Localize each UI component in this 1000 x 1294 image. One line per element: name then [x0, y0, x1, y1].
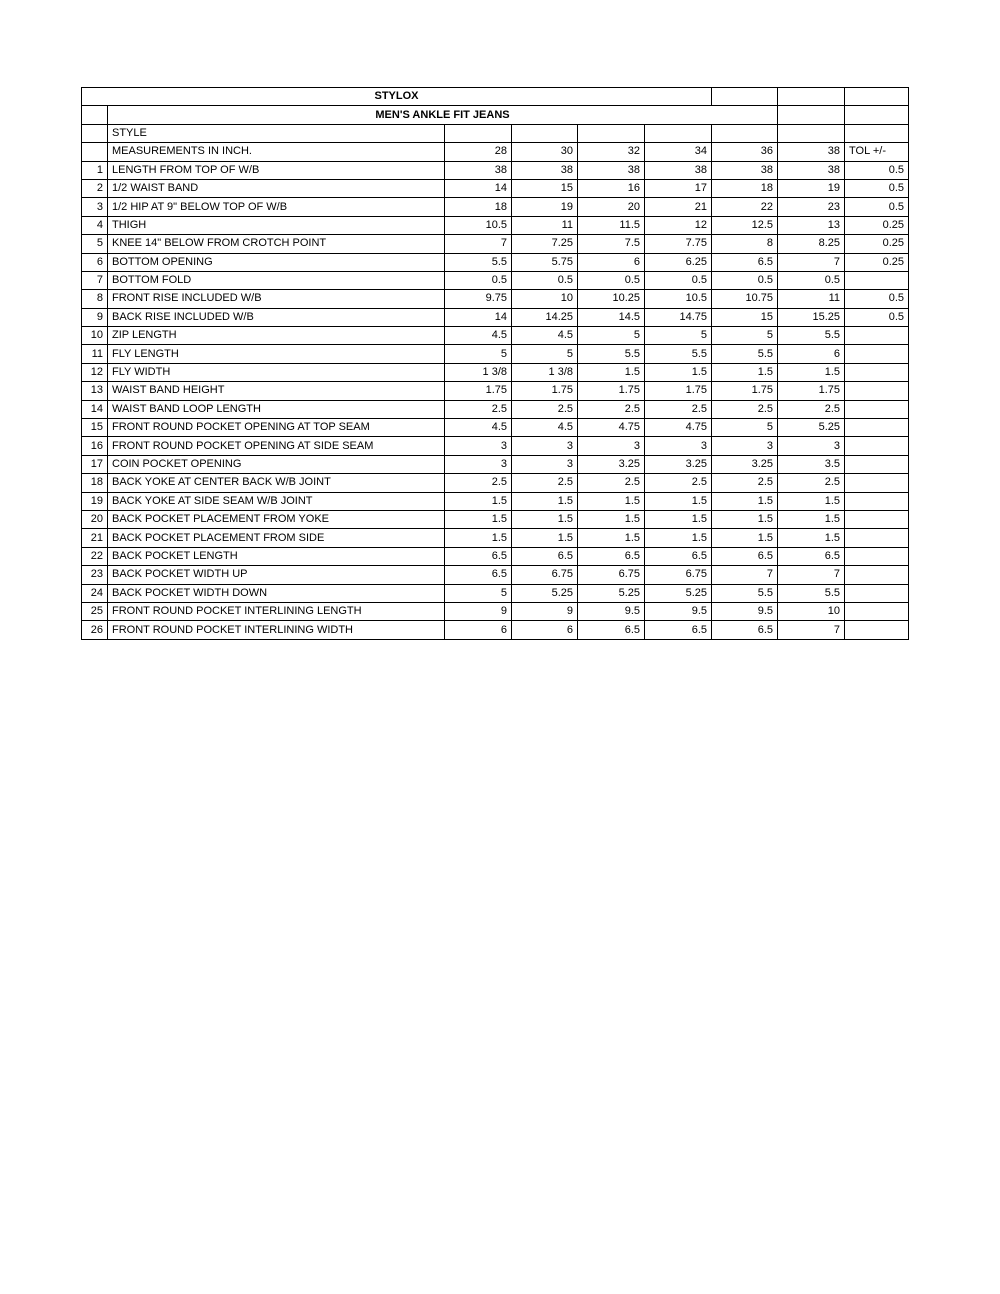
row-number: 18	[82, 474, 108, 492]
table-row	[82, 437, 909, 455]
measurement-name: FRONT ROUND POCKET INTERLINING WIDTH	[108, 621, 445, 639]
size-value: 20	[578, 198, 645, 216]
size-value: 15	[512, 179, 578, 197]
size-value: 2.5	[712, 400, 778, 418]
size-value: 1.5	[512, 510, 578, 528]
measurement-rows	[82, 161, 909, 639]
measurement-name: FRONT ROUND POCKET OPENING AT TOP SEAM	[108, 419, 445, 437]
tolerance-value	[845, 529, 909, 547]
size-value: 2.5	[512, 474, 578, 492]
tolerance-value	[845, 474, 909, 492]
size-value: 6.5	[512, 547, 578, 565]
row-number: 10	[82, 327, 108, 345]
table-row	[82, 455, 909, 473]
size-value: 6.5	[445, 547, 512, 565]
tolerance-value: 0.5	[845, 308, 909, 326]
empty-cell	[82, 124, 108, 142]
size-value: 1.5	[712, 363, 778, 381]
size-value: 5	[712, 327, 778, 345]
size-value: 1.5	[445, 510, 512, 528]
table-row	[82, 345, 909, 363]
size-value: 1.75	[578, 382, 645, 400]
tolerance-column-header: TOL +/-	[845, 143, 909, 161]
measurement-name: BACK POCKET WIDTH UP	[108, 566, 445, 584]
product-row	[82, 106, 909, 124]
tolerance-value	[845, 621, 909, 639]
size-value: 7	[778, 253, 845, 271]
size-value: 2.5	[578, 400, 645, 418]
size-value: 3	[512, 437, 578, 455]
measurement-name: BACK POCKET WIDTH DOWN	[108, 584, 445, 602]
size-value: 2.5	[512, 400, 578, 418]
size-value: 0.5	[578, 271, 645, 289]
size-value: 15.25	[778, 308, 845, 326]
row-number: 7	[82, 271, 108, 289]
table-row	[82, 492, 909, 510]
size-value: 3.25	[712, 455, 778, 473]
size-value: 2.5	[578, 474, 645, 492]
measurement-name: COIN POCKET OPENING	[108, 455, 445, 473]
row-number: 16	[82, 437, 108, 455]
size-value: 22	[712, 198, 778, 216]
size-value: 1.75	[512, 382, 578, 400]
size-value: 38	[578, 161, 645, 179]
table-row	[82, 363, 909, 381]
size-value: 5	[445, 584, 512, 602]
size-value: 4.5	[445, 327, 512, 345]
size-value: 5.5	[778, 327, 845, 345]
table-row	[82, 235, 909, 253]
size-column-header: 30	[512, 143, 578, 161]
tolerance-value	[845, 492, 909, 510]
size-value: 1.5	[578, 492, 645, 510]
tolerance-value	[845, 363, 909, 381]
measurement-name: WAIST BAND LOOP LENGTH	[108, 400, 445, 418]
size-value: 16	[578, 179, 645, 197]
size-value: 1.75	[445, 382, 512, 400]
table-row	[82, 547, 909, 565]
measurement-name: KNEE 14" BELOW FROM CROTCH POINT	[108, 235, 445, 253]
size-value: 3.25	[578, 455, 645, 473]
style-row	[82, 124, 909, 142]
size-value: 18	[712, 179, 778, 197]
tolerance-value: 0.25	[845, 216, 909, 234]
size-value: 2.5	[712, 474, 778, 492]
table-row	[82, 602, 909, 620]
size-value: 38	[778, 161, 845, 179]
tolerance-value	[845, 602, 909, 620]
tolerance-value: 0.5	[845, 161, 909, 179]
size-value: 1.5	[578, 363, 645, 381]
size-value: 14.75	[645, 308, 712, 326]
size-value: 7.25	[512, 235, 578, 253]
size-value: 6.75	[578, 566, 645, 584]
measurement-name: WAIST BAND HEIGHT	[108, 382, 445, 400]
size-value: 10	[778, 602, 845, 620]
size-value: 18	[445, 198, 512, 216]
row-number: 23	[82, 566, 108, 584]
size-value: 2.5	[445, 400, 512, 418]
tolerance-value	[845, 419, 909, 437]
size-value: 0.5	[512, 271, 578, 289]
measurement-name: BACK YOKE AT SIDE SEAM W/B JOINT	[108, 492, 445, 510]
size-value: 1.5	[578, 510, 645, 528]
empty-cell	[778, 88, 845, 106]
size-value: 6.5	[712, 253, 778, 271]
size-value: 9	[512, 602, 578, 620]
size-value: 1.5	[778, 363, 845, 381]
size-value: 5.75	[512, 253, 578, 271]
size-value: 3	[445, 455, 512, 473]
size-value: 1.5	[778, 529, 845, 547]
size-value: 15	[712, 308, 778, 326]
size-value: 2.5	[645, 474, 712, 492]
size-value: 4.75	[578, 419, 645, 437]
size-value: 1.75	[712, 382, 778, 400]
row-number: 15	[82, 419, 108, 437]
size-value: 7	[445, 235, 512, 253]
row-number: 9	[82, 308, 108, 326]
size-value: 0.5	[445, 271, 512, 289]
measurement-name: 1/2 HIP AT 9" BELOW TOP OF W/B	[108, 198, 445, 216]
row-number: 14	[82, 400, 108, 418]
measurement-name: FRONT ROUND POCKET INTERLINING LENGTH	[108, 602, 445, 620]
size-value: 5.25	[778, 419, 845, 437]
size-value: 12	[645, 216, 712, 234]
size-value: 19	[778, 179, 845, 197]
empty-cell	[712, 88, 778, 106]
size-value: 11.5	[578, 216, 645, 234]
size-value: 7	[778, 621, 845, 639]
size-value: 38	[645, 161, 712, 179]
size-value: 6.5	[578, 621, 645, 639]
size-value: 1.5	[445, 529, 512, 547]
size-value: 9.5	[645, 602, 712, 620]
table-row	[82, 179, 909, 197]
row-number: 11	[82, 345, 108, 363]
tolerance-value: 0.5	[845, 179, 909, 197]
row-number: 19	[82, 492, 108, 510]
empty-cell	[778, 124, 845, 142]
size-value: 1.75	[778, 382, 845, 400]
size-value: 9.75	[445, 290, 512, 308]
size-value: 1.5	[712, 529, 778, 547]
size-value: 6.5	[712, 621, 778, 639]
row-number: 8	[82, 290, 108, 308]
size-value: 5.5	[578, 345, 645, 363]
row-number: 5	[82, 235, 108, 253]
size-value: 10.75	[712, 290, 778, 308]
table-row	[82, 419, 909, 437]
size-value: 9.5	[712, 602, 778, 620]
size-value: 9.5	[578, 602, 645, 620]
empty-cell	[712, 124, 778, 142]
size-column-header: 38	[778, 143, 845, 161]
tolerance-value	[845, 345, 909, 363]
size-value: 1.5	[512, 492, 578, 510]
row-number: 3	[82, 198, 108, 216]
size-column-header: 36	[712, 143, 778, 161]
table-row	[82, 308, 909, 326]
row-number: 17	[82, 455, 108, 473]
size-value: 7	[778, 566, 845, 584]
tolerance-value: 0.25	[845, 235, 909, 253]
size-value: 3	[645, 437, 712, 455]
size-value: 10.5	[645, 290, 712, 308]
size-value: 38	[445, 161, 512, 179]
measurement-name: BACK POCKET LENGTH	[108, 547, 445, 565]
size-value: 1.5	[645, 363, 712, 381]
tolerance-value	[845, 437, 909, 455]
table-row	[82, 510, 909, 528]
row-number: 26	[82, 621, 108, 639]
table-row	[82, 474, 909, 492]
row-number: 6	[82, 253, 108, 271]
table-row	[82, 584, 909, 602]
size-value: 1 3/8	[445, 363, 512, 381]
row-number: 1	[82, 161, 108, 179]
size-value: 0.5	[712, 271, 778, 289]
size-value: 14.25	[512, 308, 578, 326]
row-number: 24	[82, 584, 108, 602]
size-value: 1.5	[712, 510, 778, 528]
empty-cell	[82, 106, 108, 124]
tolerance-value	[845, 455, 909, 473]
measurement-name: FLY LENGTH	[108, 345, 445, 363]
table-row	[82, 161, 909, 179]
table-row	[82, 529, 909, 547]
tolerance-value	[845, 382, 909, 400]
size-value: 2.5	[645, 400, 712, 418]
size-value: 4.5	[512, 419, 578, 437]
size-value: 4.75	[645, 419, 712, 437]
size-value: 6.25	[645, 253, 712, 271]
size-value: 1.5	[645, 492, 712, 510]
table-row	[82, 198, 909, 216]
tolerance-value	[845, 271, 909, 289]
size-value: 6.5	[645, 621, 712, 639]
measurement-name: BACK POCKET PLACEMENT FROM YOKE	[108, 510, 445, 528]
empty-cell	[445, 124, 512, 142]
row-number: 13	[82, 382, 108, 400]
size-value: 3	[445, 437, 512, 455]
size-value: 6.75	[512, 566, 578, 584]
size-value: 3	[512, 455, 578, 473]
size-value: 1.5	[445, 492, 512, 510]
size-column-header: 32	[578, 143, 645, 161]
size-value: 6.5	[645, 547, 712, 565]
tolerance-value	[845, 547, 909, 565]
product-title: MEN'S ANKLE FIT JEANS	[108, 106, 778, 124]
size-value: 0.5	[645, 271, 712, 289]
row-number: 12	[82, 363, 108, 381]
size-value: 14	[445, 308, 512, 326]
size-value: 8	[712, 235, 778, 253]
empty-cell	[512, 124, 578, 142]
size-value: 3	[578, 437, 645, 455]
size-value: 1.5	[778, 510, 845, 528]
size-value: 6	[578, 253, 645, 271]
row-number: 20	[82, 510, 108, 528]
size-value: 6	[445, 621, 512, 639]
size-value: 7	[712, 566, 778, 584]
size-value: 3.5	[778, 455, 845, 473]
table-row	[82, 290, 909, 308]
size-value: 1.5	[645, 529, 712, 547]
size-value: 4.5	[445, 419, 512, 437]
size-value: 5	[645, 327, 712, 345]
size-value: 5.5	[645, 345, 712, 363]
size-value: 1.5	[512, 529, 578, 547]
measurement-name: FLY WIDTH	[108, 363, 445, 381]
size-value: 14.5	[578, 308, 645, 326]
table-row	[82, 216, 909, 234]
tolerance-value	[845, 400, 909, 418]
size-value: 6.5	[445, 566, 512, 584]
table-row	[82, 253, 909, 271]
table-row	[82, 566, 909, 584]
measurement-name: ZIP LENGTH	[108, 327, 445, 345]
size-value: 1.5	[712, 492, 778, 510]
tolerance-value	[845, 566, 909, 584]
size-value: 6.5	[578, 547, 645, 565]
size-value: 6.5	[712, 547, 778, 565]
table-row	[82, 400, 909, 418]
size-column-header: 28	[445, 143, 512, 161]
size-value: 10	[512, 290, 578, 308]
size-column-header: 34	[645, 143, 712, 161]
table-row	[82, 271, 909, 289]
table-row	[82, 327, 909, 345]
size-value: 1 3/8	[512, 363, 578, 381]
empty-cell	[645, 124, 712, 142]
size-value: 5.5	[712, 584, 778, 602]
measurement-spec-table	[81, 87, 909, 640]
size-value: 5	[445, 345, 512, 363]
size-value: 1.5	[578, 529, 645, 547]
size-value: 6.5	[778, 547, 845, 565]
size-value: 23	[778, 198, 845, 216]
size-value: 7.5	[578, 235, 645, 253]
measurement-name: BACK RISE INCLUDED W/B	[108, 308, 445, 326]
tolerance-value	[845, 327, 909, 345]
measurements-label: MEASUREMENTS IN INCH.	[108, 143, 445, 161]
measurement-name: 1/2 WAIST BAND	[108, 179, 445, 197]
size-value: 5	[712, 419, 778, 437]
style-label: STYLE	[108, 124, 445, 142]
size-value: 10.25	[578, 290, 645, 308]
size-value: 2.5	[445, 474, 512, 492]
measurement-name: FRONT RISE INCLUDED W/B	[108, 290, 445, 308]
size-value: 17	[645, 179, 712, 197]
size-value: 9	[445, 602, 512, 620]
row-number: 21	[82, 529, 108, 547]
size-value: 8.25	[778, 235, 845, 253]
table-row	[82, 621, 909, 639]
tolerance-value: 0.25	[845, 253, 909, 271]
empty-cell	[578, 124, 645, 142]
empty-cell	[845, 106, 909, 124]
size-value: 5.25	[512, 584, 578, 602]
tolerance-value	[845, 510, 909, 528]
size-value: 7.75	[645, 235, 712, 253]
size-value: 14	[445, 179, 512, 197]
spec-sheet	[81, 87, 909, 640]
empty-cell	[82, 143, 108, 161]
size-value: 3	[778, 437, 845, 455]
row-number: 25	[82, 602, 108, 620]
size-value: 38	[512, 161, 578, 179]
size-value: 38	[712, 161, 778, 179]
empty-cell	[845, 124, 909, 142]
size-value: 6	[512, 621, 578, 639]
measurement-name: FRONT ROUND POCKET OPENING AT SIDE SEAM	[108, 437, 445, 455]
empty-cell	[845, 88, 909, 106]
size-value: 2.5	[778, 474, 845, 492]
size-value: 10.5	[445, 216, 512, 234]
size-value: 1.5	[645, 510, 712, 528]
table-row	[82, 382, 909, 400]
size-value: 13	[778, 216, 845, 234]
size-value: 12.5	[712, 216, 778, 234]
measurement-name: BOTTOM FOLD	[108, 271, 445, 289]
size-value: 11	[778, 290, 845, 308]
size-value: 4.5	[512, 327, 578, 345]
size-value: 5.5	[778, 584, 845, 602]
size-value: 5.5	[445, 253, 512, 271]
column-header-row	[82, 143, 909, 161]
tolerance-value: 0.5	[845, 290, 909, 308]
size-value: 5	[578, 327, 645, 345]
empty-cell	[778, 106, 845, 124]
measurement-name: THIGH	[108, 216, 445, 234]
size-value: 6.75	[645, 566, 712, 584]
measurement-name: BACK YOKE AT CENTER BACK W/B JOINT	[108, 474, 445, 492]
tolerance-value: 0.5	[845, 198, 909, 216]
row-number: 4	[82, 216, 108, 234]
size-value: 6	[778, 345, 845, 363]
measurement-name: BACK POCKET PLACEMENT FROM SIDE	[108, 529, 445, 547]
measurement-name: BOTTOM OPENING	[108, 253, 445, 271]
row-number: 22	[82, 547, 108, 565]
size-value: 2.5	[778, 400, 845, 418]
size-value: 1.5	[778, 492, 845, 510]
size-value: 19	[512, 198, 578, 216]
size-value: 3.25	[645, 455, 712, 473]
brand-row	[82, 88, 909, 106]
size-value: 11	[512, 216, 578, 234]
row-number: 2	[82, 179, 108, 197]
size-value: 1.75	[645, 382, 712, 400]
brand-title: STYLOX	[82, 88, 712, 106]
tolerance-value	[845, 584, 909, 602]
size-value: 5	[512, 345, 578, 363]
size-value: 21	[645, 198, 712, 216]
size-value: 0.5	[778, 271, 845, 289]
measurement-name: LENGTH FROM TOP OF W/B	[108, 161, 445, 179]
size-value: 3	[712, 437, 778, 455]
size-value: 5.25	[645, 584, 712, 602]
size-value: 5.25	[578, 584, 645, 602]
size-value: 5.5	[712, 345, 778, 363]
